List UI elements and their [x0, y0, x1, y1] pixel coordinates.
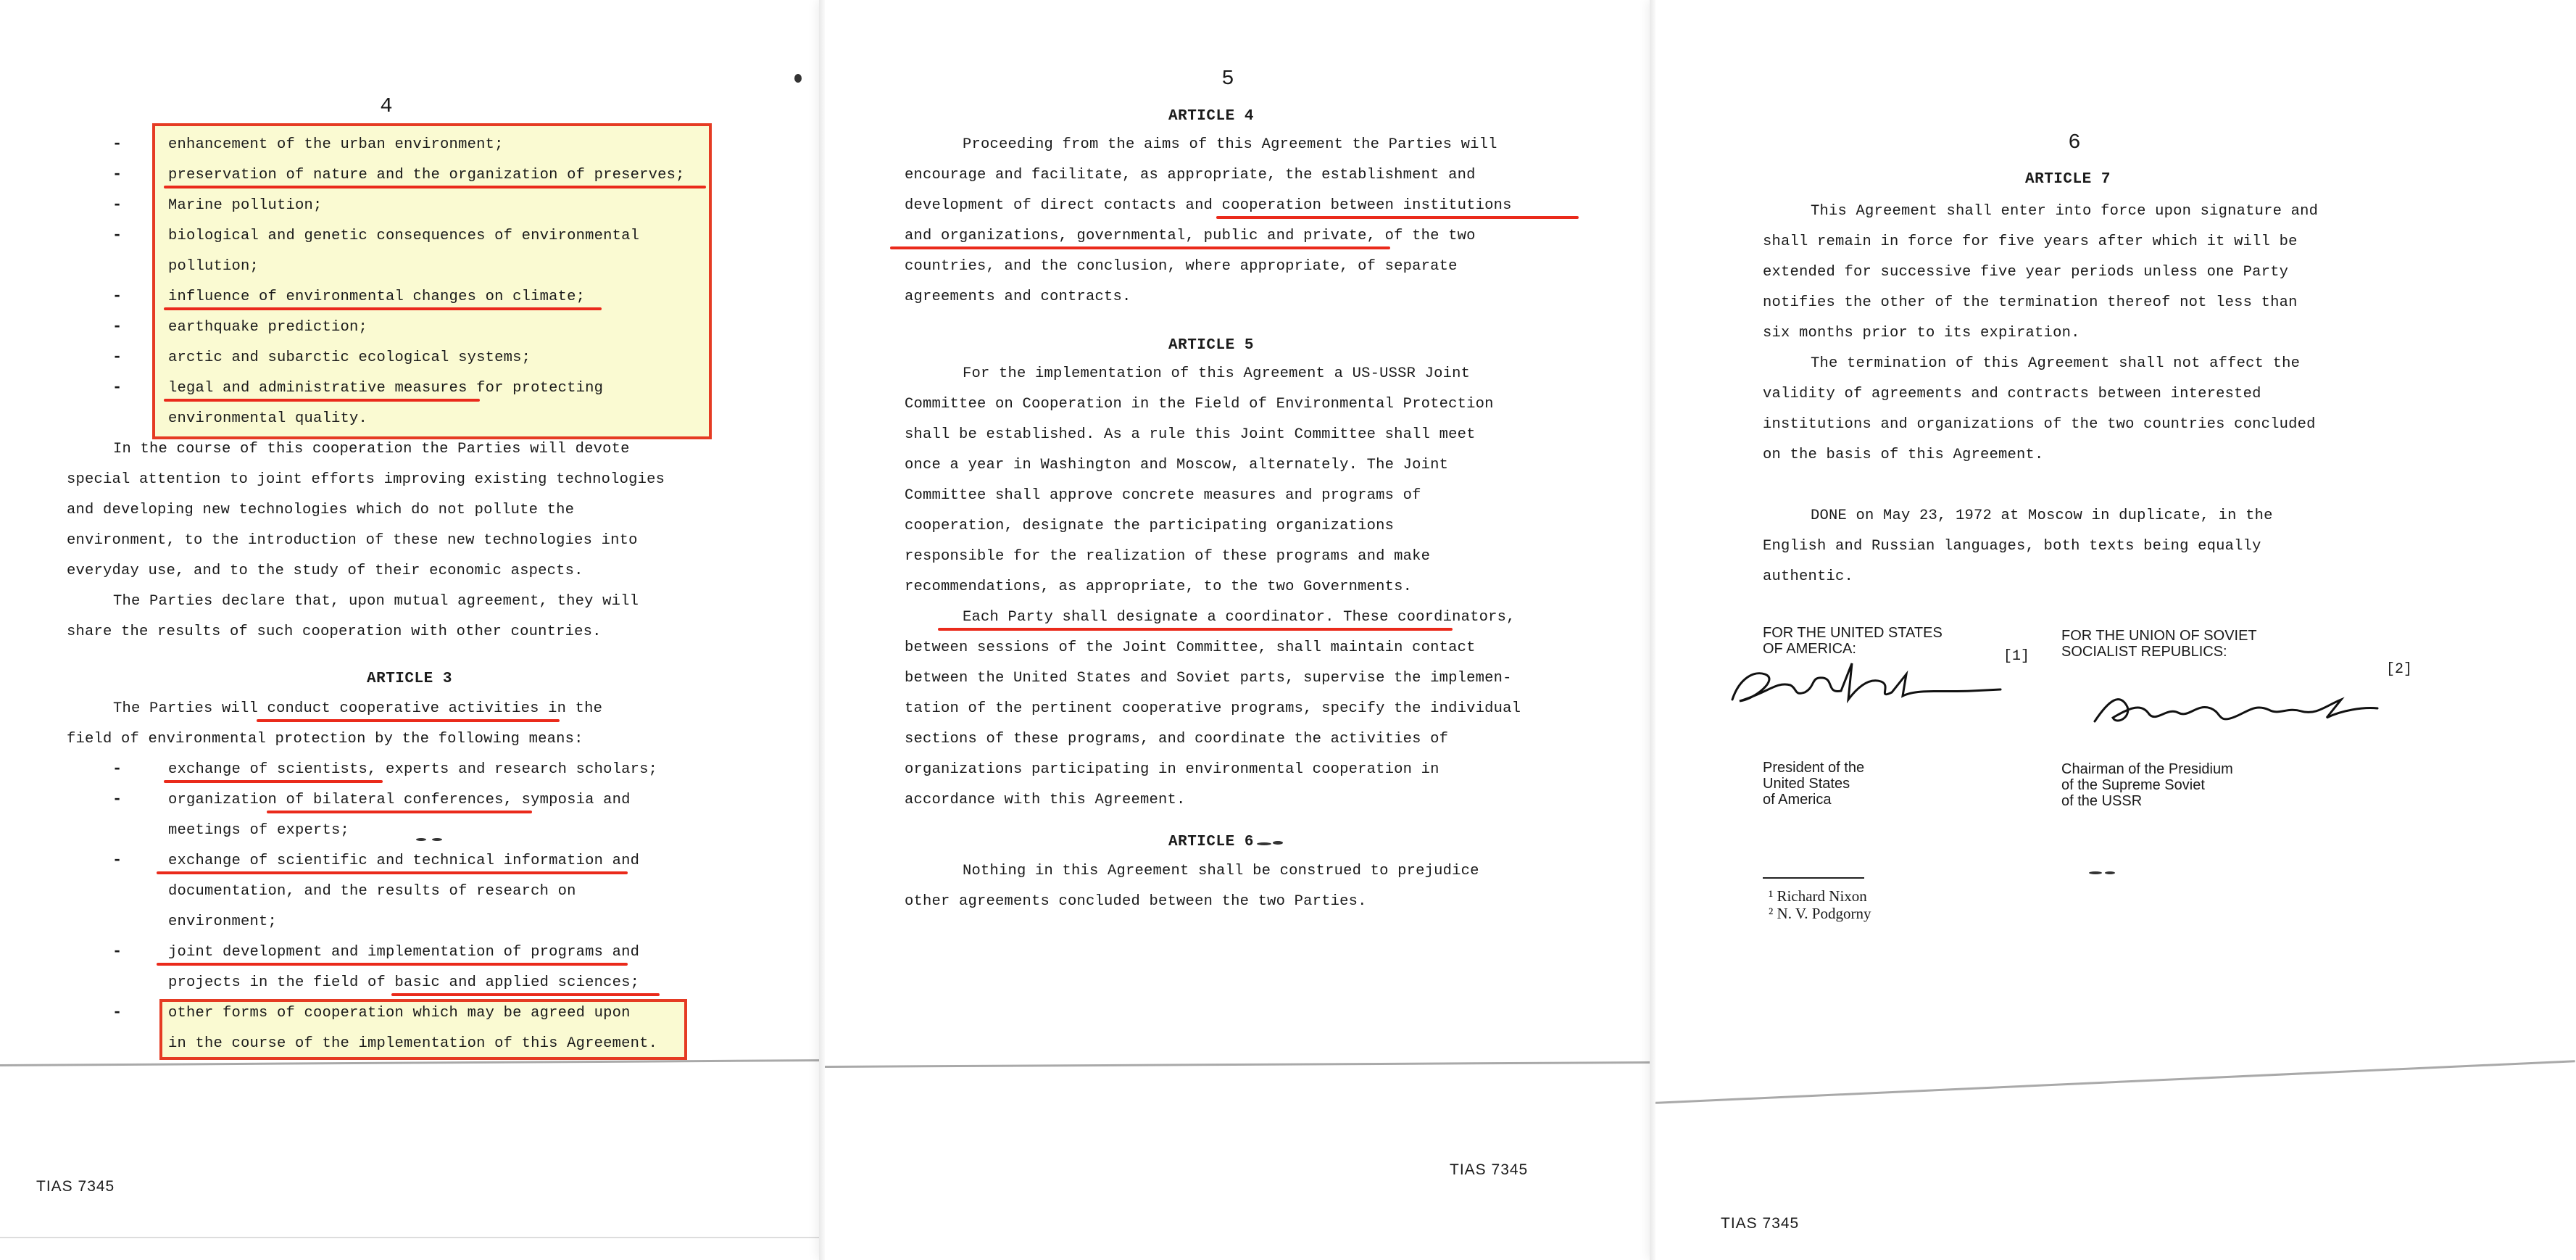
paragraph-line: recommendations, as appropriate, to the two Governments. — [905, 579, 1413, 595]
paragraph-line: tation of the pertinent cooperative programs, specify the individual — [905, 700, 1521, 717]
red-underline — [890, 246, 1390, 249]
paragraph-line: accordance with this Agreement. — [905, 792, 1186, 808]
tias-number: TIAS 7345 — [1721, 1215, 1800, 1232]
list-item: environment; — [168, 913, 278, 930]
list-item: documentation, and the results of research on — [168, 883, 576, 900]
list-item: pollution; — [168, 258, 259, 275]
scan-speck — [2105, 871, 2115, 874]
paragraph-line: countries, and the conclusion, where appropriate, of separate — [905, 258, 1458, 275]
paragraph-line: special attention to joint efforts improving existing technologies — [67, 471, 665, 488]
page-gutter — [819, 0, 825, 1260]
footnote: ² N. V. Podgorny — [1769, 905, 1871, 922]
bullet: - — [112, 1003, 122, 1021]
paragraph-line: everyday use, and to the study of their economic aspects. — [67, 563, 583, 579]
paragraph-line: Committee on Cooperation in the Field of Environmental Protection — [905, 396, 1494, 413]
paragraph-line: and organizations, governmental, public and private, of the two — [905, 228, 1476, 244]
document-page-5 — [822, 0, 1650, 1260]
list-item: earthquake prediction; — [168, 319, 368, 336]
article-heading: ARTICLE 7 — [2025, 171, 2111, 188]
tias-number: TIAS 7345 — [1450, 1161, 1529, 1178]
paragraph-line: encourage and facilitate, as appropriate, the establishment and — [905, 167, 1476, 183]
article-heading: ARTICLE 6 — [1168, 834, 1254, 850]
paragraph-line: This Agreement shall enter into force upon signature and — [1811, 203, 2319, 220]
paragraph-line: Nothing in this Agreement shall be construed to prejudice — [963, 863, 1479, 879]
signatory-title: Chairman of the Presidium of the Supreme Soviet of the USSR — [2061, 761, 2233, 809]
bullet: - — [112, 196, 122, 214]
red-underline — [164, 780, 383, 783]
article-heading: ARTICLE 4 — [1168, 108, 1254, 125]
paragraph-line: institutions and organizations of the two countries concluded — [1763, 416, 2316, 433]
page-edge-line — [0, 1059, 819, 1066]
list-item: exchange of scientists, experts and research scholars; — [168, 761, 658, 778]
red-underline — [164, 186, 706, 188]
scan-speck — [2089, 871, 2102, 874]
red-underline — [164, 307, 602, 310]
paragraph-line: and developing new technologies which do not pollute the — [67, 502, 575, 518]
red-underline — [267, 811, 532, 813]
article-heading: ARTICLE 5 — [1168, 337, 1254, 354]
bullet: - — [112, 760, 122, 778]
bullet: - — [112, 790, 122, 808]
list-item: legal and administrative measures for protecting — [168, 380, 604, 397]
paragraph-line: six months prior to its expiration. — [1763, 325, 2080, 341]
list-item: projects in the field of basic and applied sciences; — [168, 974, 640, 991]
signatory-title: President of the United States of America — [1763, 760, 1865, 808]
paragraph-line: authentic. — [1763, 568, 1854, 585]
signatory-heading: FOR THE UNION OF SOVIET SOCIALIST REPUBLICS: — [2061, 628, 2257, 660]
document-page-4 — [0, 0, 819, 1260]
bullet: - — [112, 318, 122, 336]
page-number: 4 — [380, 94, 393, 118]
paragraph-line: sections of these programs, and coordinate the activities of — [905, 731, 1449, 747]
footnote-rule — [1763, 877, 1864, 879]
list-item: organization of bilateral conferences, symposia and — [168, 792, 631, 808]
list-item: preservation of nature and the organization of preserves; — [168, 167, 685, 183]
document-page-6 — [1653, 0, 2576, 1260]
paragraph-line: once a year in Washington and Moscow, alternately. The Joint — [905, 457, 1449, 473]
page-number: 6 — [2068, 130, 2081, 154]
paragraph-line: environment, to the introduction of these new technologies into — [67, 532, 638, 549]
signatory-heading: FOR THE UNITED STATES OF AMERICA: — [1763, 625, 1943, 657]
paragraph-line: share the results of such cooperation with other countries. — [67, 623, 602, 640]
paragraph-line: field of environmental protection by the following means: — [67, 731, 583, 747]
bullet: - — [112, 226, 122, 244]
paragraph-line: In the course of this cooperation the Parties will devote — [113, 441, 630, 457]
list-item: Marine pollution; — [168, 197, 323, 214]
list-item: environmental quality. — [168, 410, 368, 427]
red-underline — [164, 399, 480, 402]
paragraph-line: cooperation, designate the participating organizations — [905, 518, 1395, 534]
bullet: - — [112, 287, 122, 305]
bullet: - — [112, 851, 122, 869]
red-underline — [157, 871, 628, 874]
paragraph-line: The Parties declare that, upon mutual agreement, they will — [113, 593, 639, 610]
list-item: other forms of cooperation which may be agreed upon — [168, 1005, 631, 1021]
paragraph-line: Each Party shall designate a coordinator. These coordinators, — [963, 609, 1516, 626]
list-item: exchange of scientific and technical information and — [168, 853, 640, 869]
paragraph-line: validity of agreements and contracts between interested — [1763, 386, 2261, 402]
list-item: biological and genetic consequences of environmental — [168, 228, 640, 244]
bullet: - — [112, 378, 122, 397]
paragraph-line: between the United States and Soviet parts, supervise the implemen- — [905, 670, 1512, 687]
tias-number: TIAS 7345 — [36, 1178, 115, 1195]
page-gutter — [1650, 0, 1655, 1260]
paragraph-line: shall be established. As a rule this Joint Committee shall meet — [905, 426, 1476, 443]
red-underline — [157, 963, 628, 966]
paragraph-line: notifies the other of the termination thereof not less than — [1763, 294, 2298, 311]
paragraph-line: between sessions of the Joint Committee, shall maintain contact — [905, 639, 1476, 656]
paragraph-line: responsible for the realization of these programs and make — [905, 548, 1431, 565]
scan-speck — [416, 838, 426, 841]
page-edge-line — [0, 1237, 819, 1238]
paragraph-line: DONE on May 23, 1972 at Moscow in duplicate, in the — [1811, 507, 2273, 524]
paragraph-line: English and Russian languages, both texts being equally — [1763, 538, 2261, 555]
list-item: meetings of experts; — [168, 822, 350, 839]
red-underline — [1216, 216, 1579, 219]
list-item: enhancement of the urban environment; — [168, 136, 504, 153]
nixon-signature — [1725, 649, 2015, 714]
list-item: arctic and subarctic ecological systems; — [168, 349, 531, 366]
list-item: joint development and implementation of programs and — [168, 944, 640, 961]
paragraph-line: other agreements concluded between the two Parties. — [905, 893, 1367, 910]
page-number: 5 — [1221, 67, 1234, 91]
paragraph-line: Proceeding from the aims of this Agreement the Parties will — [963, 136, 1497, 153]
paragraph-line: agreements and contracts. — [905, 289, 1131, 305]
red-underline — [938, 628, 1453, 631]
paragraph-line: on the basis of this Agreement. — [1763, 447, 2044, 463]
podgorny-signature — [2087, 678, 2392, 736]
list-item: in the course of the implementation of this Agreement. — [168, 1035, 658, 1052]
paragraph-line: Committee shall approve concrete measures and programs of — [905, 487, 1421, 504]
scan-speck — [1257, 842, 1271, 845]
red-underline — [391, 993, 660, 996]
bullet: - — [112, 135, 122, 153]
bullet: - — [112, 348, 122, 366]
bullet: - — [112, 942, 122, 961]
paragraph-line: The termination of this Agreement shall not affect the — [1811, 355, 2301, 372]
paragraph-line: extended for successive five year periods unless one Party — [1763, 264, 2289, 281]
bullet: - — [112, 165, 122, 183]
footnote-ref: [1] — [2003, 648, 2030, 665]
footnote-ref: [2] — [2386, 661, 2413, 678]
paragraph-line: shall remain in force for five years after which it will be — [1763, 233, 2298, 250]
page-edge-line — [1653, 1060, 2575, 1104]
scan-speck — [432, 838, 442, 841]
scan-speck — [794, 74, 802, 83]
page-edge-line — [822, 1061, 1650, 1068]
scan-speck — [1273, 841, 1283, 845]
paragraph-line: organizations participating in environmental cooperation in — [905, 761, 1439, 778]
article-heading: ARTICLE 3 — [367, 671, 452, 687]
paragraph-line: For the implementation of this Agreement a US-USSR Joint — [963, 365, 1471, 382]
footnote: ¹ Richard Nixon — [1769, 887, 1867, 905]
paragraph-line: development of direct contacts and cooperation between institutions — [905, 197, 1512, 214]
list-item: influence of environmental changes on climate; — [168, 289, 586, 305]
red-underline — [257, 719, 560, 722]
paragraph-line: The Parties will conduct cooperative activities in the — [113, 700, 603, 717]
